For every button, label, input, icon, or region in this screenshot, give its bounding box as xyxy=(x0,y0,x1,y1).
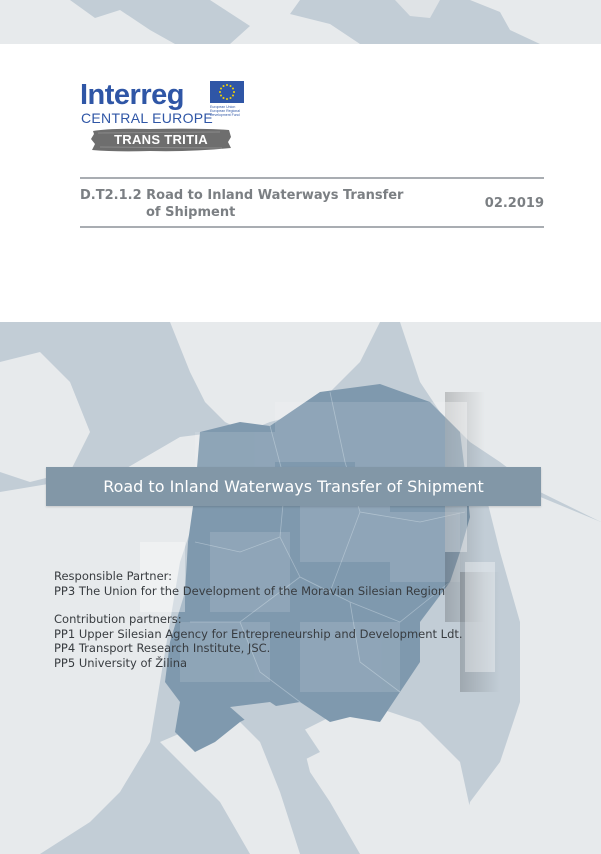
title-rule-bottom xyxy=(80,226,544,228)
document-title xyxy=(80,187,460,221)
contribution-partners-block xyxy=(54,612,554,670)
contribution-partner: PP1 Upper Silesian Agency for Entrepreneurship and Development Ldt. xyxy=(54,626,463,641)
logo-region: CENTRAL EUROPE xyxy=(81,110,214,126)
contribution-partner: PP5 University of Žilina xyxy=(54,655,188,670)
responsible-heading: Responsible Partner: xyxy=(54,569,173,583)
contribution-partner: PP4 Transport Research Institute, JSC. xyxy=(54,641,271,655)
title-banner xyxy=(46,467,541,506)
project-brush-badge xyxy=(90,127,232,153)
eu-caption-line: European Regional xyxy=(210,109,240,113)
responsible-partner: PP3 The Union for the Development of the Moravian Silesian Region xyxy=(54,583,446,598)
eu-caption xyxy=(210,105,250,117)
eu-caption-line: Development Fund xyxy=(210,113,240,117)
project-name: TRANS TRITIA xyxy=(114,132,208,147)
logo-wordmark: Interreg xyxy=(80,79,184,111)
banner-title: Road to Inland Waterways Transfer of Shipment xyxy=(103,477,484,496)
responsible-partner-block xyxy=(54,569,554,598)
partners-section xyxy=(54,569,554,670)
contribution-heading: Contribution partners: xyxy=(54,612,182,626)
title-rule-top xyxy=(80,177,544,179)
eu-caption-line: European Union xyxy=(210,105,236,109)
eu-flag-icon xyxy=(210,81,244,103)
document-title-line1: D.T2.1.2 Road to Inland Waterways Transfer xyxy=(80,188,404,203)
document-title-line2: of Shipment xyxy=(146,205,236,220)
document-date: 02.2019 xyxy=(484,196,544,211)
top-map-strip xyxy=(0,0,601,44)
interreg-logo xyxy=(80,80,250,160)
